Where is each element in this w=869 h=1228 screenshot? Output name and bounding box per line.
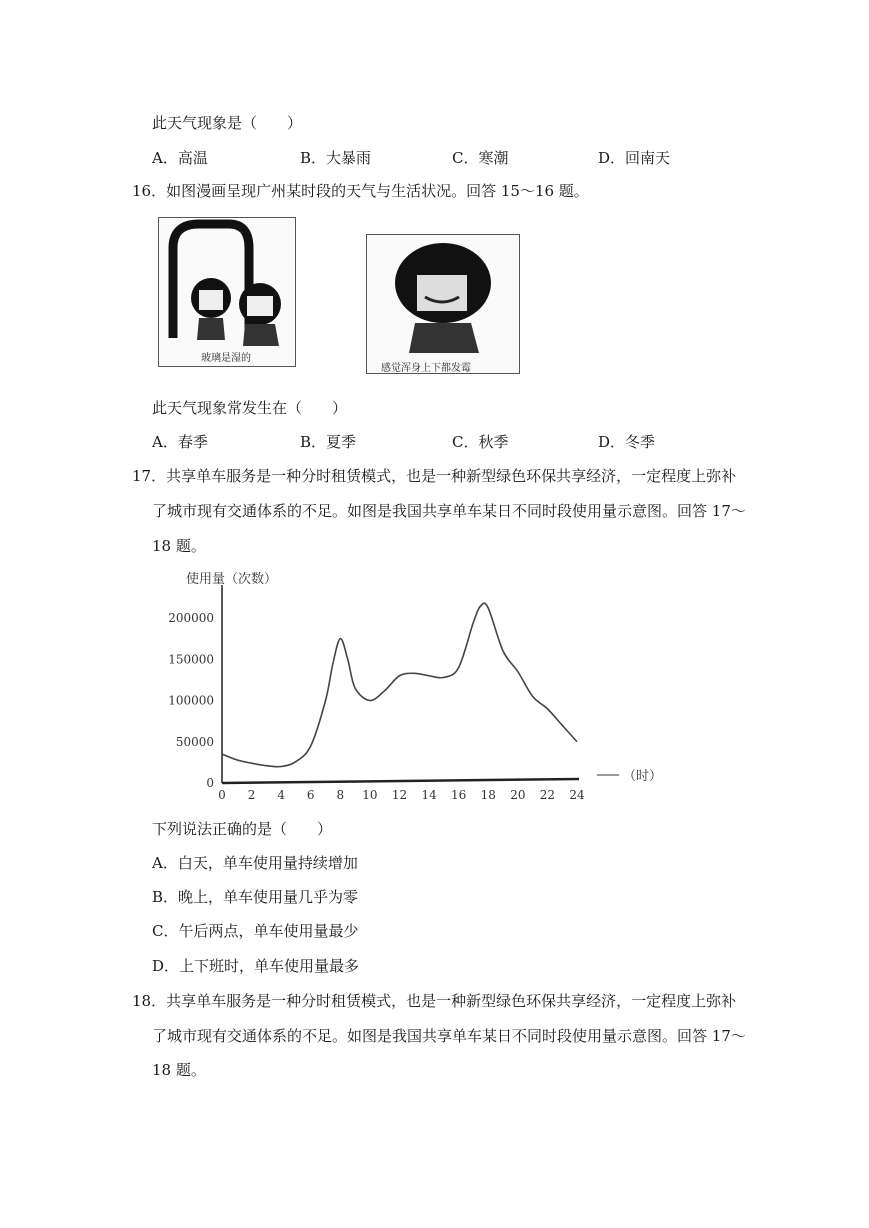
x-tick-label: 18 [480, 788, 496, 802]
x-tick-label: 12 [391, 788, 408, 802]
q16-option-d: D．冬季 [598, 433, 656, 451]
x-axis-label: （时） [623, 769, 663, 784]
x-tick-label: 22 [539, 788, 556, 802]
cartoon-crying-illustration [367, 235, 519, 357]
x-tick-label: 6 [306, 788, 315, 802]
y-tick-label: 100000 [168, 693, 214, 708]
y-tick-label: 50000 [175, 734, 214, 749]
q16-option-a: A．春季 [152, 433, 208, 451]
q17-option-b: B．晚上，单车使用量几乎为零 [152, 888, 359, 906]
cartoon-mirror-illustration [159, 218, 295, 348]
q15-option-b: B．大暴雨 [300, 149, 372, 167]
q17-option-c: C．午后两点，单车使用量最少 [152, 922, 359, 940]
caption-left: 玻璃是湿的 [201, 353, 251, 364]
x-tick-label: 20 [510, 788, 526, 802]
q17-option-d: D．上下班时，单车使用量最多 [152, 957, 360, 975]
y-tick-label: 150000 [168, 652, 214, 667]
question-17-stem-line-1: 17．共享单车服务是一种分时租赁模式，也是一种新型绿色环保共享经济，一定程度上弥补 [132, 467, 737, 485]
x-tick-label: 14 [421, 788, 437, 802]
q16-option-b: B．夏季 [300, 433, 357, 451]
question-18-stem-line-3: 18 题。 [152, 1061, 206, 1079]
y-axis-label: 使用量（次数） [186, 572, 278, 587]
bike-usage-chart [150, 565, 663, 805]
question-17-stem-line-3: 18 题。 [152, 537, 206, 555]
question-16-question: 此天气现象常发生在（ ） [152, 399, 348, 417]
x-tick-label: 24 [569, 788, 585, 802]
question-16-stem: 16．如图漫画呈现广州某时段的天气与生活状况。回答 15～16 题。 [132, 182, 589, 200]
question-15-stem: 此天气现象是（ ） [152, 114, 303, 132]
q16-option-c: C．秋季 [452, 433, 509, 451]
question-17-question: 下列说法正确的是（ ） [152, 820, 333, 838]
usage-series-line [222, 603, 577, 767]
question-18-stem-line-1: 18．共享单车服务是一种分时租赁模式，也是一种新型绿色环保共享经济，一定程度上弥补 [132, 992, 737, 1010]
q15-option-c: C．寒潮 [452, 149, 509, 167]
x-tick-label: 4 [277, 788, 285, 802]
cartoon-wet-glass [158, 217, 296, 367]
x-tick-label: 2 [247, 788, 256, 802]
x-tick-label: 0 [218, 788, 226, 802]
question-18-stem-line-2: 了城市现有交通体系的不足。如图是我国共享单车某日不同时段使用量示意图。回答 17～ [152, 1027, 746, 1045]
y-tick-label: 200000 [168, 611, 214, 625]
x-tick-label: 10 [362, 788, 378, 802]
question-17-stem-line-2: 了城市现有交通体系的不足。如图是我国共享单车某日不同时段使用量示意图。回答 17～ [152, 502, 746, 520]
q15-option-d: D．回南天 [598, 149, 671, 167]
x-tick-label: 8 [336, 788, 345, 802]
q15-option-a: A．高温 [152, 149, 208, 167]
x-axis [222, 779, 579, 783]
x-tick-label: 16 [451, 788, 467, 802]
q17-option-a: A．白天，单车使用量持续增加 [152, 854, 358, 872]
y-tick-label: 0 [206, 776, 214, 790]
cartoon-moldy-feeling [366, 234, 520, 374]
caption-right: 感觉浑身上下都发霉 [381, 363, 471, 374]
